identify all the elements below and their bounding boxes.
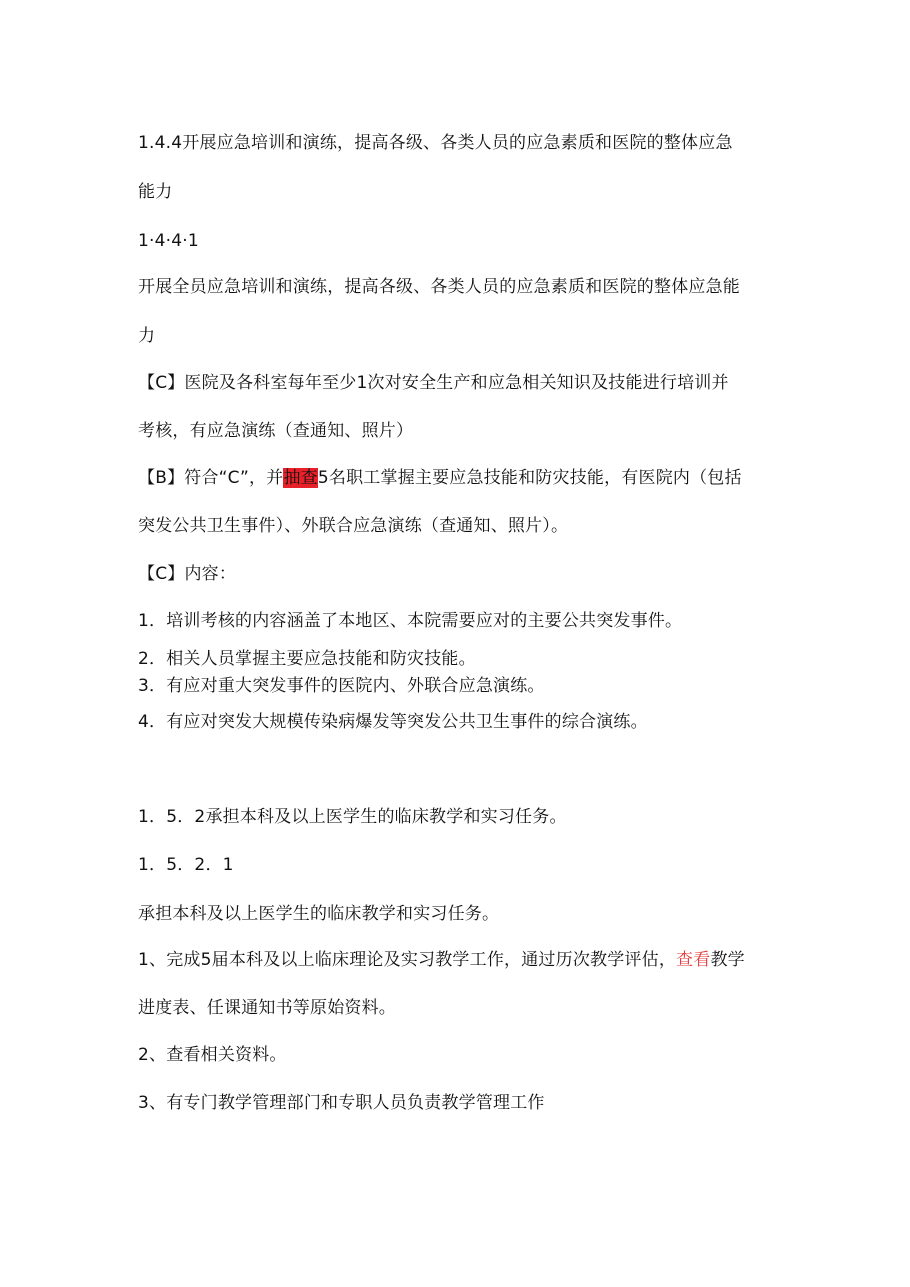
section2-item-title: 承担本科及以上医学生的临床教学和实习任务。	[138, 904, 500, 924]
criterion-b-line1	[138, 466, 742, 490]
section1-item-title-line2: 力	[138, 326, 156, 346]
content-label: 【C】内容：	[138, 564, 237, 584]
section2-point3: 3、有专门教学管理部门和专职人员负责教学管理工作	[138, 1093, 545, 1113]
content-item: 4．有应对突发大规模传染病爆发等突发公共卫生事件的综合演练。	[138, 712, 648, 732]
section1-item-title-line1: 开展全员应急培训和演练，提高各级、各类人员的应急素质和医院的整体应急能	[138, 277, 740, 297]
criterion-c-line1: 【C】医院及各科室每年至少1次对安全生产和应急相关知识及技能进行培训并	[138, 373, 729, 393]
criterion-c-line2: 考核，有应急演练（查通知、照片）	[138, 421, 414, 441]
section2-item-number: 1．5．2．1	[138, 855, 234, 875]
highlighted-text: 抽查	[283, 468, 318, 488]
point1-prefix: 1、完成5届本科及以上临床理论及实习教学工作，通过历次教学评估，	[138, 950, 677, 970]
content-item: 2．相关人员掌握主要应急技能和防灾技能。	[138, 649, 476, 669]
section1-item-number: 1·4·4·1	[138, 231, 199, 251]
section1-heading-line2: 能力	[138, 182, 173, 202]
red-text: 查看	[676, 950, 711, 970]
section2-point1-line1	[138, 948, 745, 972]
criterion-b-prefix: 【B】符合“C”，并	[138, 468, 284, 488]
section1-heading-line1: 1.4.4开展应急培训和演练，提高各级、各类人员的应急素质和医院的整体应急	[138, 133, 733, 153]
criterion-b-suffix: 5名职工掌握主要应急技能和防灾技能，有医院内（包括	[317, 468, 742, 488]
section2-point1-line2: 进度表、任课通知书等原始资料。	[138, 998, 396, 1018]
criterion-b-line2: 突发公共卫生事件）、外联合应急演练（查通知、照片）。	[138, 516, 569, 536]
section2-point2: 2、查看相关资料。	[138, 1045, 287, 1065]
content-item: 3．有应对重大突发事件的医院内、外联合应急演练。	[138, 676, 545, 696]
point1-suffix: 教学	[710, 950, 745, 970]
content-item: 1．培训考核的内容涵盖了本地区、本院需要应对的主要公共突发事件。	[138, 611, 683, 631]
section2-heading: 1．5．2承担本科及以上医学生的临床教学和实习任务。	[138, 807, 567, 827]
